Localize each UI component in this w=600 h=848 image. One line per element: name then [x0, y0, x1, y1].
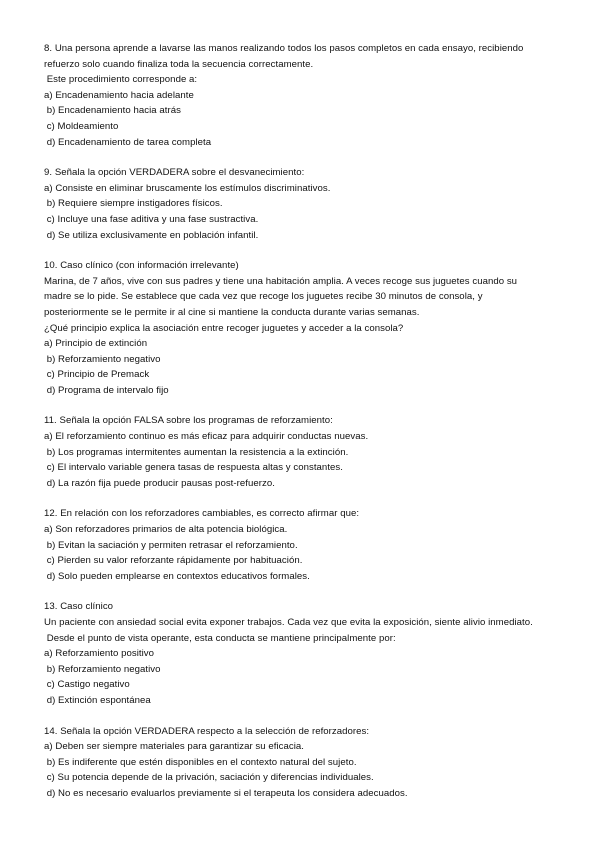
answer-option-b: b) Evitan la saciación y permiten retrasar el reforzamiento. — [44, 539, 298, 551]
answer-option-a: a) Encadenamiento hacia adelante — [44, 89, 194, 101]
answer-option-c: c) Moldeamiento — [44, 120, 119, 132]
question-11 — [44, 413, 564, 491]
answer-option-b: b) Los programas intermitentes aumentan la resistencia a la extinción. — [44, 446, 349, 458]
question-text: Este procedimiento corresponde a: — [44, 74, 198, 86]
question-text: 9. Señala la opción VERDADERA sobre el desvanecimiento: — [44, 167, 305, 179]
answer-option-d: d) Extinción espontánea — [44, 694, 151, 706]
answer-option-d: d) La razón fija puede producir pausas post-refuerzo. — [44, 477, 275, 489]
question-text: Marina, de 7 años, vive con sus padres y tiene una habitación amplia. A veces recoge sus juguetes cuando su — [44, 275, 518, 287]
question-10 — [44, 258, 564, 398]
answer-option-a: a) Reforzamiento positivo — [44, 648, 155, 660]
answer-option-c: c) Incluye una fase aditiva y una fase sustractiva. — [44, 213, 259, 225]
question-text: madre se lo pide. Se establece que cada vez que recoge los juguetes recibe 30 minutos de consola, y — [44, 291, 483, 303]
question-text: Un paciente con ansiedad social evita exponer trabajos. Cada vez que evita la exposición, siente alivio inmediato. — [44, 617, 533, 628]
question-text: 11. Señala la opción FALSA sobre los programas de reforzamiento: — [44, 415, 333, 427]
answer-option-b: b) Reforzamiento negativo — [44, 663, 161, 675]
answer-option-c: c) Castigo negativo — [44, 679, 130, 691]
question-text: 10. Caso clínico (con información irrelevante) — [44, 260, 239, 272]
answer-option-a: a) Consiste en eliminar bruscamente los estímulos discriminativos. — [44, 182, 331, 194]
question-text: 8. Una persona aprende a lavarse las manos realizando todos los pasos completos en cada ensayo, recibiendo — [44, 43, 524, 54]
answer-option-a: a) El reforzamiento continuo es más eficaz para adquirir conductas nuevas. — [44, 431, 369, 443]
answer-option-d: d) Programa de intervalo fijo — [44, 384, 169, 396]
answer-option-c: c) Pierden su valor reforzante rápidamente por habituación. — [44, 555, 303, 567]
answer-option-c: c) Su potencia depende de la privación, saciación y diferencias individuales. — [44, 772, 374, 784]
answer-option-d: d) No es necesario evaluarlos previamente si el terapeuta los considera adecuados. — [44, 787, 408, 799]
question-14 — [44, 724, 564, 802]
answer-option-b: b) Es indiferente que estén disponibles en el contexto natural del sujeto. — [44, 756, 357, 768]
answer-option-c: c) Principio de Premack — [44, 369, 150, 381]
question-text: 12. En relación con los reforzadores cambiables, es correcto afirmar que: — [44, 508, 360, 520]
question-text: refuerzo solo cuando finaliza toda la secuencia correctamente. — [44, 58, 314, 70]
answer-option-d: d) Encadenamiento de tarea completa — [44, 136, 212, 148]
answer-option-c: c) El intervalo variable genera tasas de respuesta altas y constantes. — [44, 462, 343, 474]
question-text: 13. Caso clínico — [44, 601, 114, 613]
question-text: posteriormente se le permite ir al cine si mantiene la conducta durante varias semanas. — [44, 306, 420, 318]
question-list — [44, 41, 564, 817]
question-text: Desde el punto de vista operante, esta conducta se mantiene principalmente por: — [44, 632, 396, 644]
answer-option-d: d) Se utiliza exclusivamente en población infantil. — [44, 229, 259, 241]
question-13 — [44, 599, 564, 708]
answer-option-d: d) Solo pueden emplearse en contextos educativos formales. — [44, 570, 310, 582]
answer-option-a: a) Son reforzadores primarios de alta potencia biológica. — [44, 524, 288, 536]
answer-option-b: b) Requiere siempre instigadores físicos. — [44, 198, 223, 210]
answer-option-a: a) Deben ser siempre materiales para garantizar su eficacia. — [44, 741, 305, 753]
answer-option-b: b) Encadenamiento hacia atrás — [44, 105, 181, 117]
answer-option-a: a) Principio de extinción — [44, 338, 148, 350]
question-12 — [44, 506, 564, 584]
question-text: 14. Señala la opción VERDADERA respecto a la selección de reforzadores: — [44, 725, 370, 737]
question-9 — [44, 165, 564, 243]
answer-option-b: b) Reforzamiento negativo — [44, 353, 161, 365]
question-8 — [44, 41, 564, 150]
question-text: ¿Qué principio explica la asociación entre recoger juguetes y acceder a la consola? — [44, 322, 404, 334]
